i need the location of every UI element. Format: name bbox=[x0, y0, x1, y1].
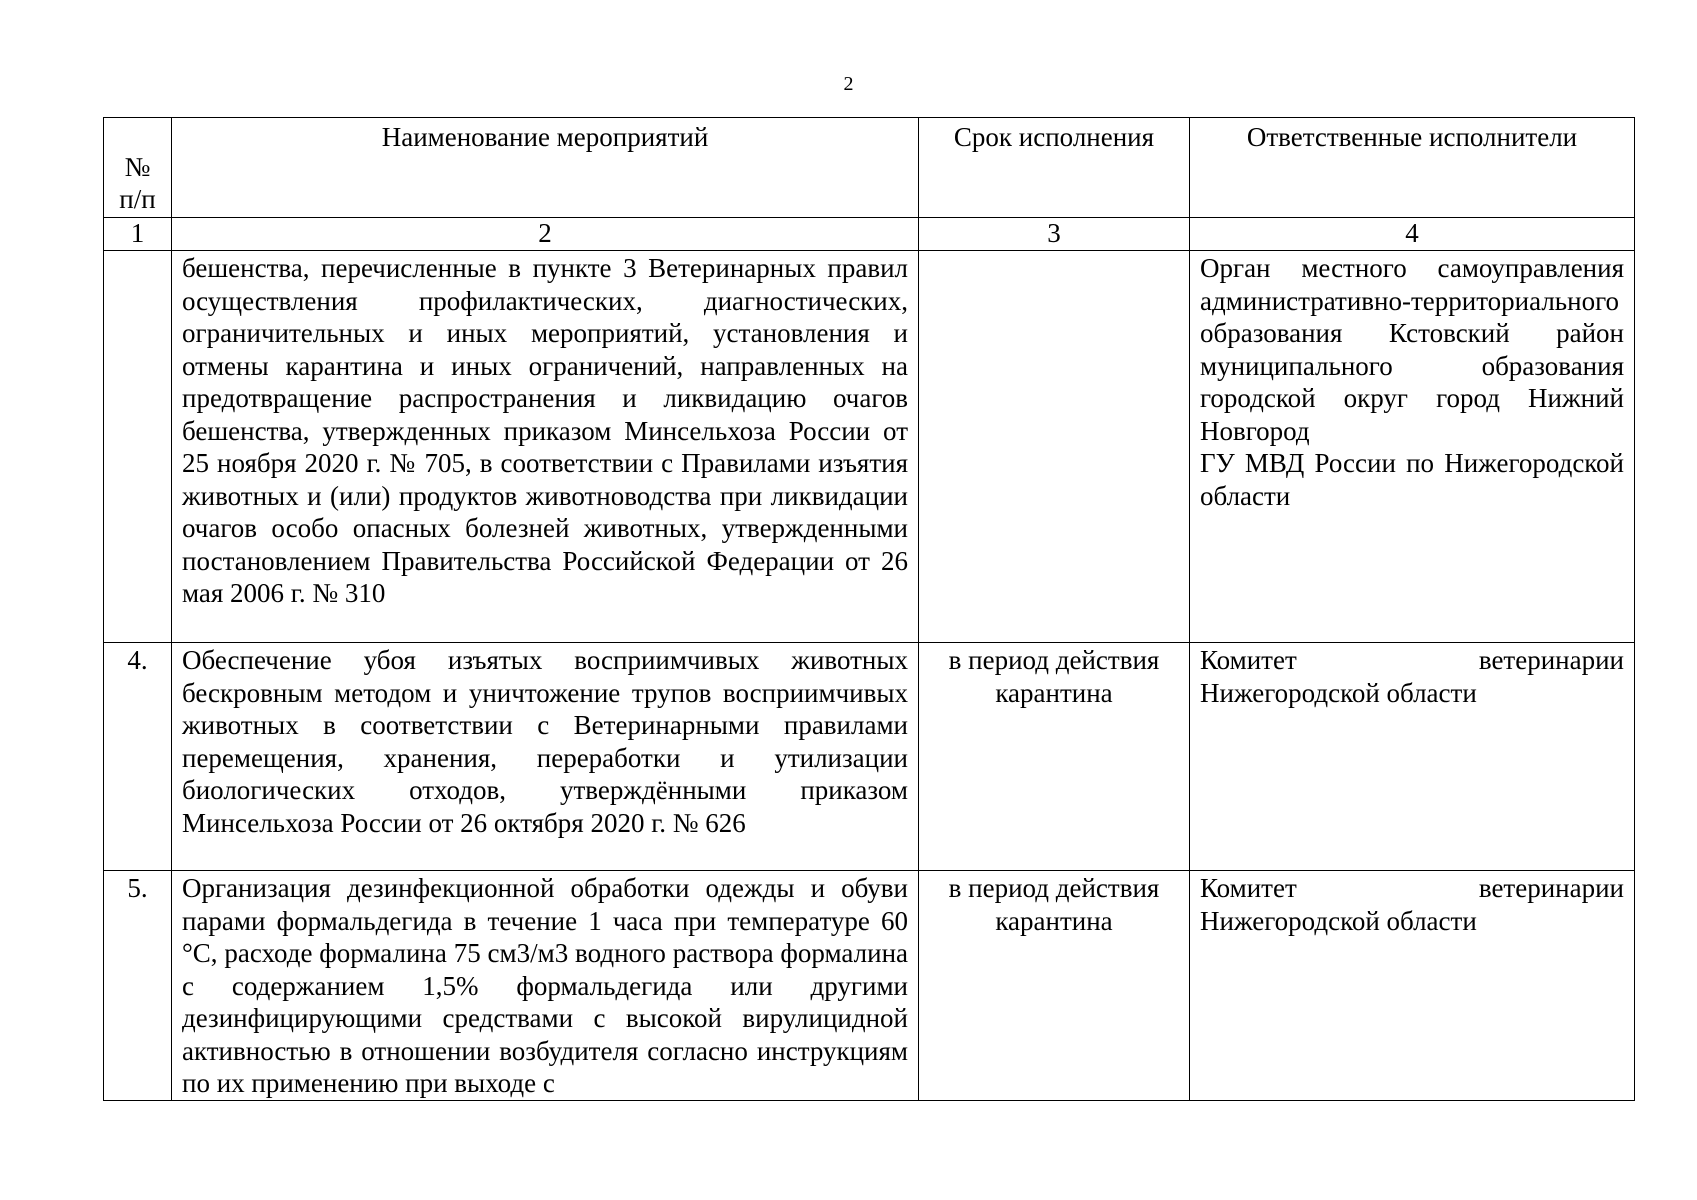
header-number-sign: № bbox=[124, 152, 151, 182]
responsible-entry: Комитет ветеринарии Нижегородской области bbox=[1200, 645, 1624, 708]
deadline: в период действия карантина bbox=[919, 871, 1190, 1101]
header-deadline: Срок исполнения bbox=[919, 118, 1190, 218]
responsible-executors bbox=[1190, 251, 1635, 643]
measure-description: Организация дезинфекционной обработки одежды и обуви парами формальдегида в течение 1 часа при температуре 60 °С, расходе формалина 75 см3/м3 водного раствора формалина с содержанием 1,5% формальдегида или другими дезинфицирующими средствами с высокой вирулицидной активностью в отношении возбудителя согласно инструкциям по их применению при выходе с bbox=[172, 871, 919, 1101]
row-number: 4. bbox=[104, 643, 172, 871]
header-number bbox=[104, 118, 172, 218]
responsible-executors bbox=[1190, 871, 1635, 1101]
column-index-row bbox=[104, 218, 1635, 251]
responsible-entry: Комитет ветеринарии Нижегородской области bbox=[1200, 873, 1624, 936]
page-number: 2 bbox=[843, 73, 854, 95]
table-row bbox=[104, 251, 1635, 643]
table-header-row bbox=[104, 118, 1635, 218]
table-row bbox=[104, 871, 1635, 1101]
table-row bbox=[104, 643, 1635, 871]
deadline bbox=[919, 251, 1190, 643]
measures-table bbox=[103, 117, 1635, 1101]
measure-description: бешенства, перечисленные в пункте 3 Ветеринарных правил осуществления профилактических, диагностических, ограничительных и иных мероприятий, установления и отмены карантина и иных ограничений, направленных на предотвращение распространения и ликвидацию очагов бешенства, утвержденных приказом Минсельхоза России от 25 ноября 2020 г. № 705, в соответствии с Правилами изъятия животных и (или) продуктов животноводства при ликвидации очагов особо опасных болезней животных, утвержденными постановлением Правительства Российской Федерации от 26 мая 2006 г. № 310 bbox=[172, 251, 919, 643]
row-number bbox=[104, 251, 172, 643]
deadline: в период действия карантина bbox=[919, 643, 1190, 871]
responsible-executors bbox=[1190, 643, 1635, 871]
header-number-abbr: п/п bbox=[119, 184, 156, 214]
header-responsible: Ответственные исполнители bbox=[1190, 118, 1635, 218]
column-index: 3 bbox=[919, 218, 1190, 251]
column-index: 2 bbox=[172, 218, 919, 251]
column-index: 1 bbox=[104, 218, 172, 251]
header-measure-name: Наименование мероприятий bbox=[172, 118, 919, 218]
responsible-entry: Орган местного самоуправления административно-территориального образования Кстовский район муниципального образования городской округ город Нижний Новгород bbox=[1200, 253, 1624, 446]
column-index: 4 bbox=[1190, 218, 1635, 251]
responsible-entry: ГУ МВД России по Нижегородской области bbox=[1200, 448, 1624, 511]
measure-description: Обеспечение убоя изъятых восприимчивых животных бескровным методом и уничтожение трупов восприимчивых животных в соответствии с Ветеринарными правилами перемещения, хранения, переработки и утилизации биологических отходов, утверждёнными приказом Минсельхоза России от 26 октября 2020 г. № 626 bbox=[172, 643, 919, 871]
row-number: 5. bbox=[104, 871, 172, 1101]
